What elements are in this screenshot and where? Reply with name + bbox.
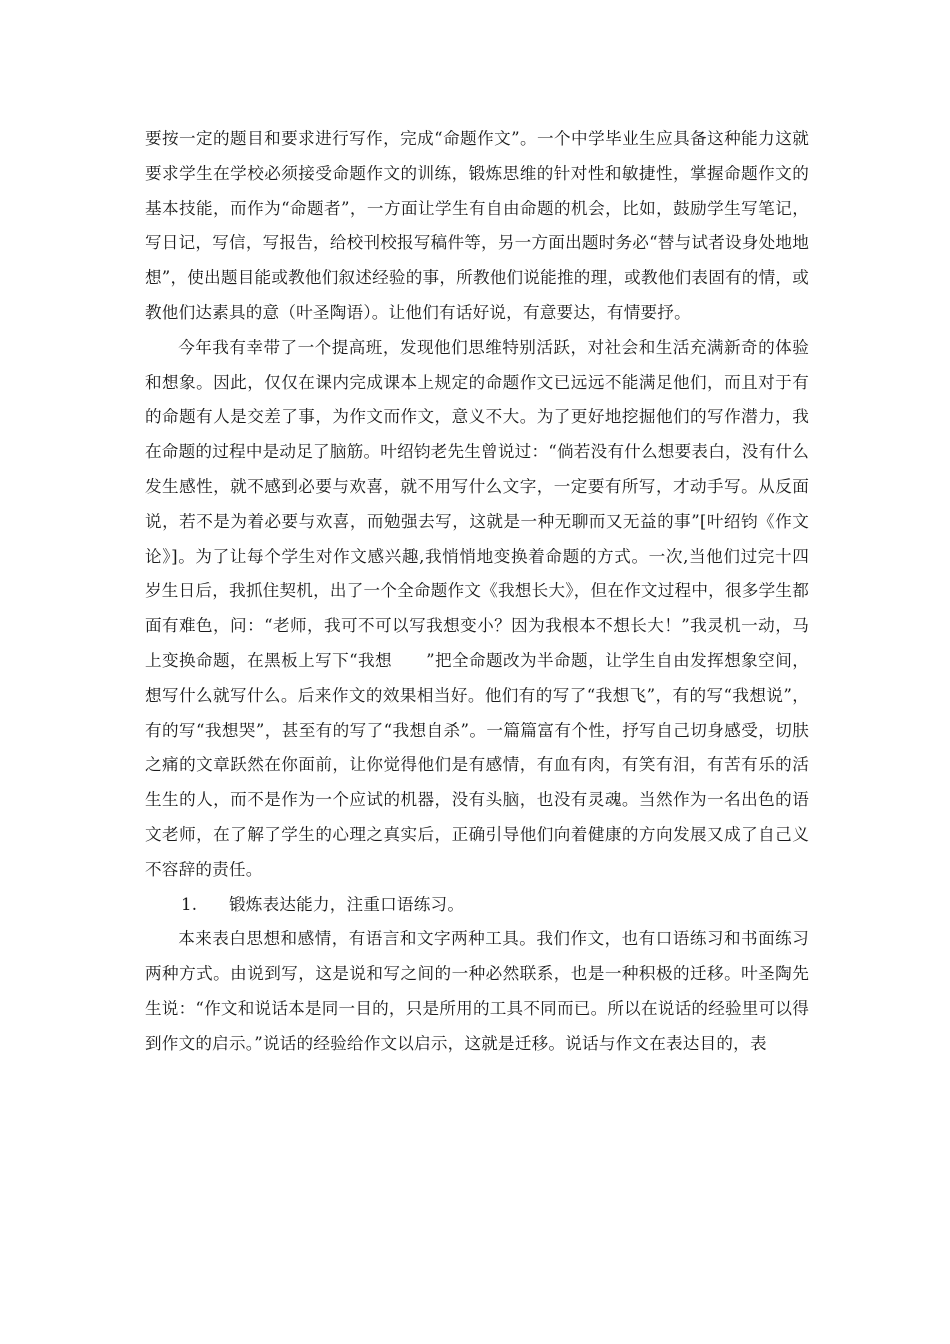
paragraph-oral-practice: 本来表白思想和感情，有语言和文字两种工具。我们作文，也有口语练习和书面练习两种方式。由说到写，这是说和写之间的一种必然联系，也是一种积极的迁移。叶圣陶先生说：“作文和说话本是同一目的，只是所用的工具不同而已。所以在说话的经验里可以得到作文的启示。”说话的经验给作文以启示，这就是迁移。说话与作文在表达目的，表 <box>145 929 809 1053</box>
numbered-heading <box>145 888 809 923</box>
list-number: 1. <box>181 894 198 914</box>
paragraph-advanced-class: 今年我有幸带了一个提高班，发现他们思维特别活跃，对社会和生活充满新奇的体验和想象。因此，仅仅在课内完成课本上规定的命题作文已远远不能满足他们，而且对于有的命题有人是交差了事，为作文而作文，意义不大。为了更好地挖掘他们的写作潜力，我在命题的过程中是动足了脑筋。叶绍钧老先生曾说过：“倘若没有什么想要表白，没有什么发生感性，就不感到必要与欢喜，就不用写什么文字，一定要有所写，才动手写。从反面说，若不是为着必要与欢喜，而勉强去写，这就是一种无聊而又无益的事”[叶绍钧《作文论》]。为了让每个学生对作文感兴趣,我悄悄地变换着命题的方式。一次,当他们过完十四岁生日后，我抓住契机，出了一个全命题作文《我想长大》，但在作文过程中，很多学生都面有难色，问：“老师，我可不可以写我想变小？因为我根本不想长大！”我灵机一动，马上变换命题，在黑板上写下“我想 ”把全命题改为半命题，让学生自由发挥想象空间，想写什么就写什么。后来作文的效果相当好。他们有的写了“我想飞”，有的写“我想说”，有的写“我想哭”，甚至有的写了“我想自杀”。一篇篇富有个性，抒写自己切身感受，切肤之痛的文章跃然在你面前，让你觉得他们是有感情，有血有肉，有笑有泪，有苦有乐的活生生的人，而不是作为一个应试的机器，没有头脑，也没有灵魂。当然作为一名出色的语文老师，在了解了学生的心理之真实后，正确引导他们向着健康的方向发展又成了自己义不容辞的责任。 <box>145 337 809 879</box>
paragraph-command-essay: 要按一定的题目和要求进行写作，完成“命题作文”。一个中学毕业生应具备这种能力这就要求学生在学校必须接受命题作文的训练，锻炼思维的针对性和敏捷性，掌握命题作文的基本技能，而作为“命题者”，一方面让学生有自由命题的机会，比如，鼓励学生写笔记，写日记，写信，写报告，给校刊校报写稿件等，另一方面出题时务必“替与试者设身处地地想”，使出题目能或教他们叙述经验的事，所教他们说能推的理，或教他们表固有的情，或教他们达素具的意（叶圣陶语）。让他们有话好说，有意要达，有情要抒。 <box>145 129 809 322</box>
list-heading-text: 锻炼表达能力，注重口语练习。 <box>229 894 465 914</box>
document-page <box>145 122 809 1062</box>
